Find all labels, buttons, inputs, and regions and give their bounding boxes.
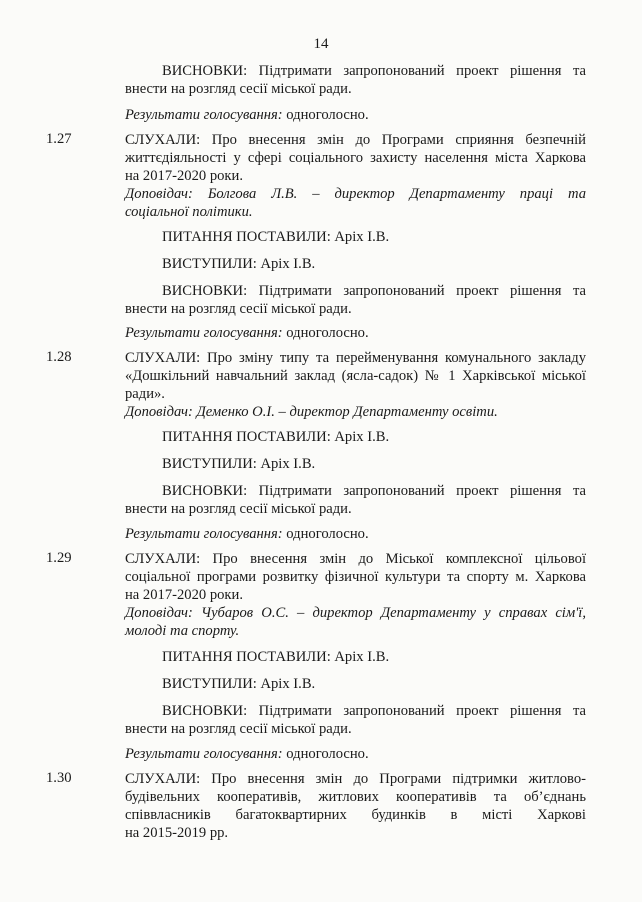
- item-number: 1.29: [46, 550, 72, 566]
- heard-line: СЛУХАЛИ: Про внесення змін до Міської комплексної цільової: [125, 551, 586, 567]
- vote-value: одноголосно.: [282, 107, 369, 123]
- vote-label: Результати голосування:: [125, 107, 283, 123]
- vote-label: Результати голосування:: [125, 325, 283, 341]
- heard-line: на 2017-2020 роки.: [125, 168, 243, 184]
- item-number: 1.28: [46, 349, 72, 365]
- item-number: 1.30: [46, 770, 72, 786]
- heard-line: будівельних кооперативів, житлових кооперативів та об’єднань: [125, 789, 586, 805]
- conclusions-line: ВИСНОВКИ: Підтримати запропонований проект рішення та: [162, 63, 586, 79]
- conclusions-line: внести на розгляд сесії міської ради.: [125, 81, 352, 97]
- heard-line: соціальної програми розвитку фізичної культури та спорту м. Харкова: [125, 569, 586, 585]
- heard-line: співвласників багатоквартирних будинків в місті Харкові: [125, 807, 586, 823]
- speaker-line: Доповідач: Деменко О.І. – директор Департаменту освіти.: [125, 404, 498, 420]
- speaker-line: Доповідач: Болгова Л.В. – директор Департаменту праці та: [125, 186, 586, 202]
- spoke-line: ВИСТУПИЛИ: Аріх І.В.: [162, 256, 316, 272]
- questions-line: ПИТАННЯ ПОСТАВИЛИ: Аріх І.В.: [162, 229, 390, 245]
- vote-value: одноголосно.: [282, 526, 369, 542]
- vote-result: [125, 324, 369, 342]
- page-number: 14: [313, 36, 329, 52]
- spoke-line: ВИСТУПИЛИ: Аріх І.В.: [162, 676, 316, 692]
- conclusions-line: внести на розгляд сесії міської ради.: [125, 501, 352, 517]
- vote-value: одноголосно.: [282, 746, 369, 762]
- vote-label: Результати голосування:: [125, 526, 283, 542]
- conclusions-line: внести на розгляд сесії міської ради.: [125, 301, 352, 317]
- conclusions-line: внести на розгляд сесії міської ради.: [125, 721, 352, 737]
- conclusions-line: ВИСНОВКИ: Підтримати запропонований проект рішення та: [162, 703, 586, 719]
- speaker-line: соціальної політики.: [125, 204, 253, 220]
- speaker-line: Доповідач: Чубаров О.С. – директор Департаменту у справах сім'ї,: [125, 605, 586, 621]
- heard-line: СЛУХАЛИ: Про зміну типу та перейменування комунального закладу: [125, 350, 586, 366]
- vote-result: [125, 525, 369, 543]
- conclusions-line: ВИСНОВКИ: Підтримати запропонований проект рішення та: [162, 483, 586, 499]
- heard-line: ради».: [125, 386, 165, 402]
- heard-line: на 2015-2019 рр.: [125, 825, 229, 841]
- vote-result: [125, 745, 369, 763]
- vote-result: [125, 106, 369, 124]
- questions-line: ПИТАННЯ ПОСТАВИЛИ: Аріх І.В.: [162, 649, 390, 665]
- heard-line: СЛУХАЛИ: Про внесення змін до Програми підтримки житлово-: [125, 771, 586, 787]
- heard-line: СЛУХАЛИ: Про внесення змін до Програми сприяння безпечній: [125, 132, 586, 148]
- heard-line: «Дошкільний навчальний заклад (ясла-садок) № 1 Харківської міської: [125, 368, 586, 384]
- speaker-line: молоді та спорту.: [125, 623, 240, 639]
- questions-line: ПИТАННЯ ПОСТАВИЛИ: Аріх І.В.: [162, 429, 390, 445]
- conclusions-line: ВИСНОВКИ: Підтримати запропонований проект рішення та: [162, 283, 586, 299]
- heard-line: на 2017-2020 роки.: [125, 587, 243, 603]
- heard-line: життєдіяльності у сфері соціального захисту населення міста Харкова: [125, 150, 586, 166]
- vote-label: Результати голосування:: [125, 746, 283, 762]
- item-number: 1.27: [46, 131, 72, 147]
- vote-value: одноголосно.: [282, 325, 369, 341]
- spoke-line: ВИСТУПИЛИ: Аріх І.В.: [162, 456, 316, 472]
